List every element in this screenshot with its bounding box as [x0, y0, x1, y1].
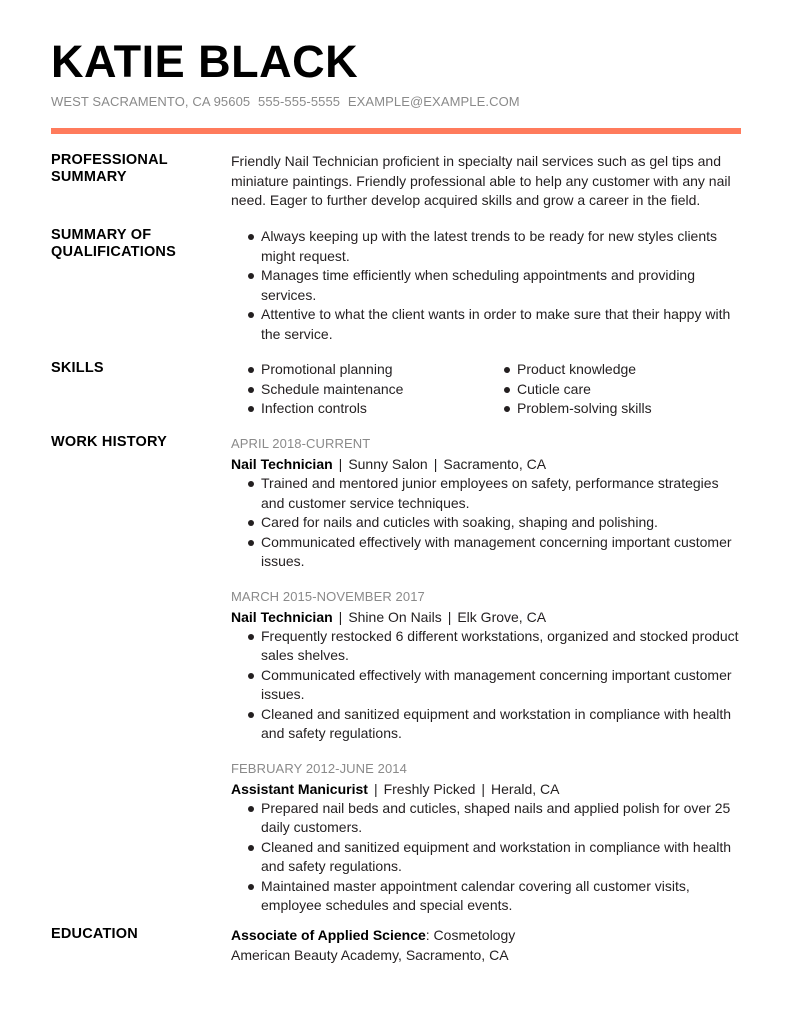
summary-text: Friendly Nail Technician proficient in specialty nail services such as gel tips and miniature paintings. Friendly professional able to help any customer with any nail need. Eager to further develop acquired skills and grow a career in the field. [231, 153, 731, 208]
section-title: WORK HISTORY [51, 434, 167, 450]
education-school: American Beauty Academy, Sacramento, CA [231, 946, 509, 963]
section-title: EDUCATION [51, 926, 138, 942]
contact-line [51, 94, 520, 109]
list-item: Cleaned and sanitized equipment and workstation in compliance with health and safety regulations. [261, 705, 743, 744]
list-item: Cared for nails and cuticles with soaking, shaping and polishing. [261, 513, 743, 533]
job-company: Freshly Picked [383, 780, 476, 797]
candidate-name: KATIE BLACK [51, 36, 359, 87]
education-degree: Associate of Applied Science [231, 927, 426, 943]
contact-location: WEST SACRAMENTO, CA 95605 [51, 94, 251, 109]
job-location: Sacramento, CA [443, 456, 547, 472]
list-item: Promotional planning [261, 360, 487, 380]
job-entry: APRIL 2018-CURRENT Nail Technician | Sunny Salon | Sacramento, CA Trained and mentored junior employees on safety, performance strategies and customer service techniques. Cared for nails and cuticles with soaking, shaping and polishing. Communicated effectively with management concerning important customer issues. [231, 434, 743, 572]
list-item: Communicated effectively with management concerning important customer issues. [261, 533, 743, 572]
job-entry: FEBRUARY 2012-JUNE 2014 Assistant Manicurist | Freshly Picked | Herald, CA Prepared nail beds and cuticles, shaped nails and applied polish for over 25 daily customers. Cleaned and sanitized equipment and workstation in compliance with health and safety regulations. Maintained master appointment calendar covering all customer visits, employee schedules and special events. [231, 759, 743, 916]
section-title: SUMMARY OF QUALIFICATIONS [51, 227, 176, 260]
job-location: Elk Grove, CA [457, 608, 547, 625]
list-item: Trained and mentored junior employees on safety, performance strategies and customer service techniques. [261, 474, 743, 513]
accent-divider [51, 128, 741, 134]
list-item: Maintained master appointment calendar covering all customer visits, employee schedules and special events. [261, 877, 743, 916]
job-duties [231, 799, 743, 916]
contact-phone: 555-555-5555 [257, 94, 341, 109]
job-title: Assistant Manicurist [231, 780, 368, 797]
job-dates: FEBRUARY 2012-JUNE 2014 [231, 760, 407, 776]
contact-email: EXAMPLE@EXAMPLE.COM [347, 94, 520, 109]
list-item: Problem-solving skills [517, 399, 743, 419]
list-item: Communicated effectively with management concerning important customer issues. [261, 666, 743, 705]
job-duties [231, 627, 743, 744]
job-dates: APRIL 2018-CURRENT [231, 436, 371, 451]
job-title: Nail Technician [231, 608, 333, 625]
skills-list-right [487, 360, 743, 419]
list-item: Product knowledge [517, 360, 743, 380]
list-item: Attentive to what the client wants in order to make sure that their happy with the service. [261, 305, 743, 344]
education-field: Cosmetology [433, 927, 516, 943]
job-dates: MARCH 2015-NOVEMBER 2017 [231, 588, 425, 604]
list-item: Always keeping up with the latest trends to be ready for new styles clients might request. [261, 227, 743, 266]
qualifications-list [231, 227, 743, 344]
skills-list-left [231, 360, 487, 419]
job-duties [231, 474, 743, 572]
list-item: Prepared nail beds and cuticles, shaped nails and applied polish for over 25 daily customers. [261, 799, 743, 838]
section-title: PROFESSIONAL SUMMARY [51, 152, 168, 185]
list-item: Manages time efficiently when scheduling appointments and providing services. [261, 266, 743, 305]
job-company: Shine On Nails [348, 608, 442, 625]
list-item: Cuticle care [517, 380, 743, 400]
list-item: Infection controls [261, 399, 487, 419]
list-item: Frequently restocked 6 different workstations, organized and stocked product sales shelves. [261, 627, 743, 666]
job-company: Sunny Salon [348, 456, 428, 472]
section-title: SKILLS [51, 360, 104, 376]
job-title: Nail Technician [231, 456, 333, 472]
list-item: Schedule maintenance [261, 380, 487, 400]
list-item: Cleaned and sanitized equipment and workstation in compliance with health and safety regulations. [261, 838, 743, 877]
job-location: Herald, CA [491, 780, 560, 797]
job-entry: MARCH 2015-NOVEMBER 2017 Nail Technician | Shine On Nails | Elk Grove, CA Frequently restocked 6 different workstations, organized and stocked product sales shelves. Communicated effectively with management concerning important customer issues. Cleaned and sanitized equipment and workstation in compliance with health and safety regulations. [231, 587, 743, 744]
